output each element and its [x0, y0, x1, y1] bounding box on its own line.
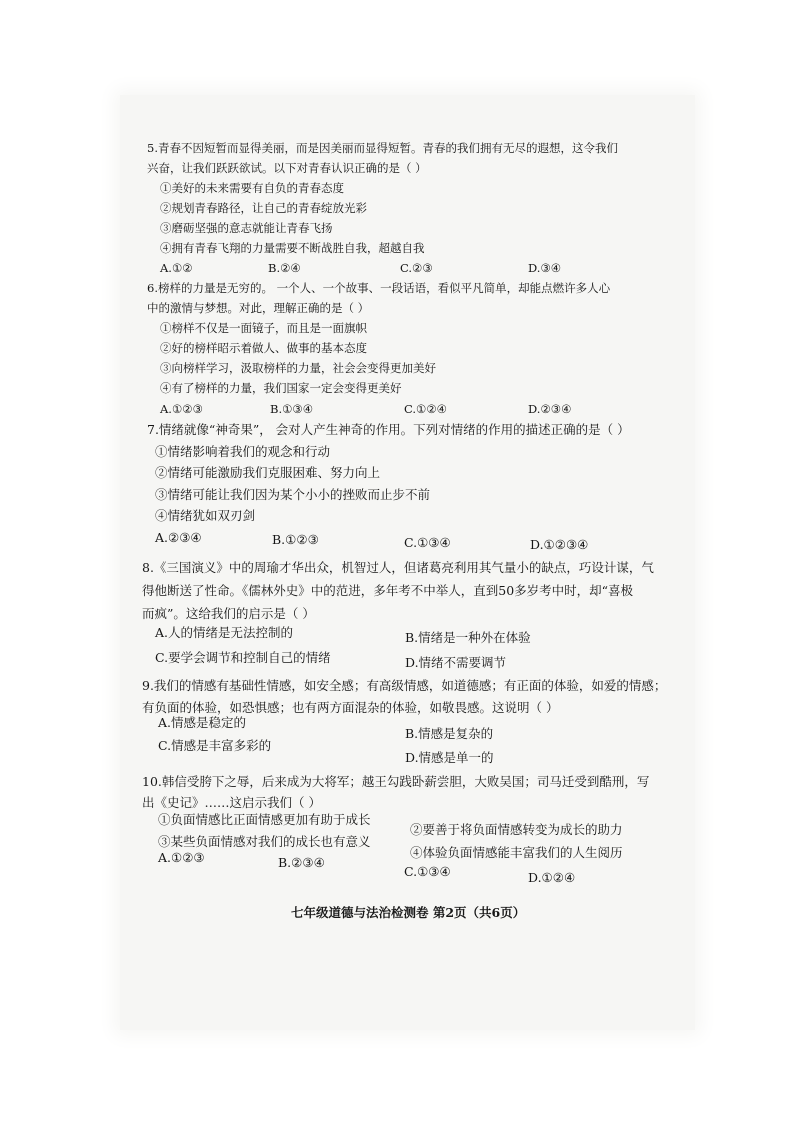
q7-option-a: A.②③④	[155, 530, 202, 545]
q7-option-c: C.①③④	[404, 535, 451, 550]
q6-stem-line1: 6.榜样的力量是无穷的。 一个人、一个故事、一段话语，看似平凡简单，却能点燃许多人心	[147, 281, 611, 295]
q9-stem-line1: 9.我们的情感有基础性情感，如安全感；有高级情感，如道德感；有正面的体验，如爱的情感；	[142, 678, 667, 693]
q7-statement-2: ②情绪可能激励我们克服困难、努力向上	[155, 465, 381, 480]
q5-option-a: A.①②	[160, 261, 193, 275]
q5-option-b: B.②④	[268, 261, 301, 275]
q10-stem-line1: 10.韩信受胯下之辱，后来成为大将军；越王勾践卧薪尝胆，大败吴国；司马迁受到酷刑，写	[142, 774, 650, 789]
q8-option-d: D.情绪不需要调节	[405, 655, 507, 670]
q8-option-b: B.情绪是一种外在体验	[405, 630, 531, 645]
q5-statement-1: ①美好的未来需要有自负的青春态度	[160, 181, 344, 195]
q6-option-a: A.①②③	[160, 402, 203, 416]
q8-stem-line3: 而疯”。这给我们的启示是（ ）	[142, 606, 315, 621]
q6-statement-4: ④有了榜样的力量，我们国家一定会变得更美好	[160, 381, 402, 395]
q8-option-a: A.人的情绪是无法控制的	[155, 625, 294, 640]
q8-option-c: C.要学会调节和控制自己的情绪	[155, 650, 331, 665]
q5-stem-line2: 兴奋，让我们跃跃欲试。以下对青春认识正确的是（ ）	[147, 161, 427, 175]
page-footer: 七年级道德与法治检测卷 第2页（共6页）	[291, 905, 526, 920]
q6-statement-1: ①榜样不仅是一面镜子，而且是一面旗帜	[160, 321, 367, 335]
q10-statement-4: ④体验负面情感能丰富我们的人生阅历	[410, 845, 623, 860]
q7-statement-1: ①情绪影响着我们的观念和行动	[155, 444, 331, 459]
q10-statement-3: ③某些负面情感对我们的成长也有意义	[158, 834, 371, 849]
q9-option-a: A.情感是稳定的	[158, 715, 247, 730]
q5-statement-2: ②规划青春路径，让自己的青春绽放光彩	[160, 201, 367, 215]
q6-option-c: C.①②④	[404, 402, 447, 416]
q7-option-b: B.①②③	[272, 532, 319, 547]
q10-statement-1: ①负面情感比正面情感更加有助于成长	[158, 812, 371, 827]
q6-statement-3: ③向榜样学习，汲取榜样的力量，社会会变得更加美好	[160, 361, 436, 375]
q9-option-b: B.情感是复杂的	[405, 726, 494, 741]
q7-stem-line1: 7.情绪就像“神奇果”， 会对人产生神奇的作用。下列对情绪的作用的描述正确的是（ ）	[147, 422, 630, 437]
q10-option-b: B.②③④	[278, 855, 325, 870]
q6-option-d: D.②③④	[528, 402, 572, 416]
q9-option-d: D.情感是单一的	[405, 750, 494, 765]
q6-option-b: B.①③④	[270, 402, 314, 416]
q6-statement-2: ②好的榜样昭示着做人、做事的基本态度	[160, 341, 367, 355]
q10-option-a: A.①②③	[158, 850, 205, 865]
q10-stem-line2: 出《史记》……这启示我们（ ）	[142, 795, 321, 810]
q10-option-c: C.①③④	[404, 864, 451, 879]
q6-stem-line2: 中的激情与梦想。对此，理解正确的是（ ）	[147, 301, 370, 315]
q7-statement-3: ③情绪可能让我们因为某个小小的挫败而止步不前	[155, 487, 431, 502]
q9-stem-line2: 有负面的体验，如恐惧感；也有两方面混杂的体验，如敬畏感。这说明（ ）	[142, 700, 559, 715]
q8-stem-line2: 得他断送了性命。《儒林外史》中的范进，多年考不中举人，直到50多岁考中时，却“喜极	[142, 583, 634, 598]
q7-statement-4: ④情绪犹如双刃剑	[155, 508, 256, 523]
q5-option-d: D.③④	[528, 261, 562, 275]
q5-statement-3: ③磨砺坚强的意志就能让青春飞扬	[160, 221, 333, 235]
q7-option-d: D.①②③④	[530, 537, 589, 552]
q10-statement-2: ②要善于将负面情感转变为成长的助力	[410, 822, 623, 837]
q5-stem-line1: 5.青春不因短暂而显得美丽，而是因美丽而显得短暂。青春的我们拥有无尽的遐想，这令我们	[147, 141, 618, 155]
q5-option-c: C.②③	[400, 261, 433, 275]
q10-option-d: D.①②④	[528, 870, 576, 885]
q9-option-c: C.情感是丰富多彩的	[158, 738, 272, 753]
q5-statement-4: ④拥有青春飞翔的力量需要不断战胜自我，超越自我	[160, 241, 425, 255]
q8-stem-line1: 8.《三国演义》中的周瑜才华出众，机智过人，但诸葛亮利用其气量小的缺点，巧设计谋，气	[142, 560, 654, 575]
